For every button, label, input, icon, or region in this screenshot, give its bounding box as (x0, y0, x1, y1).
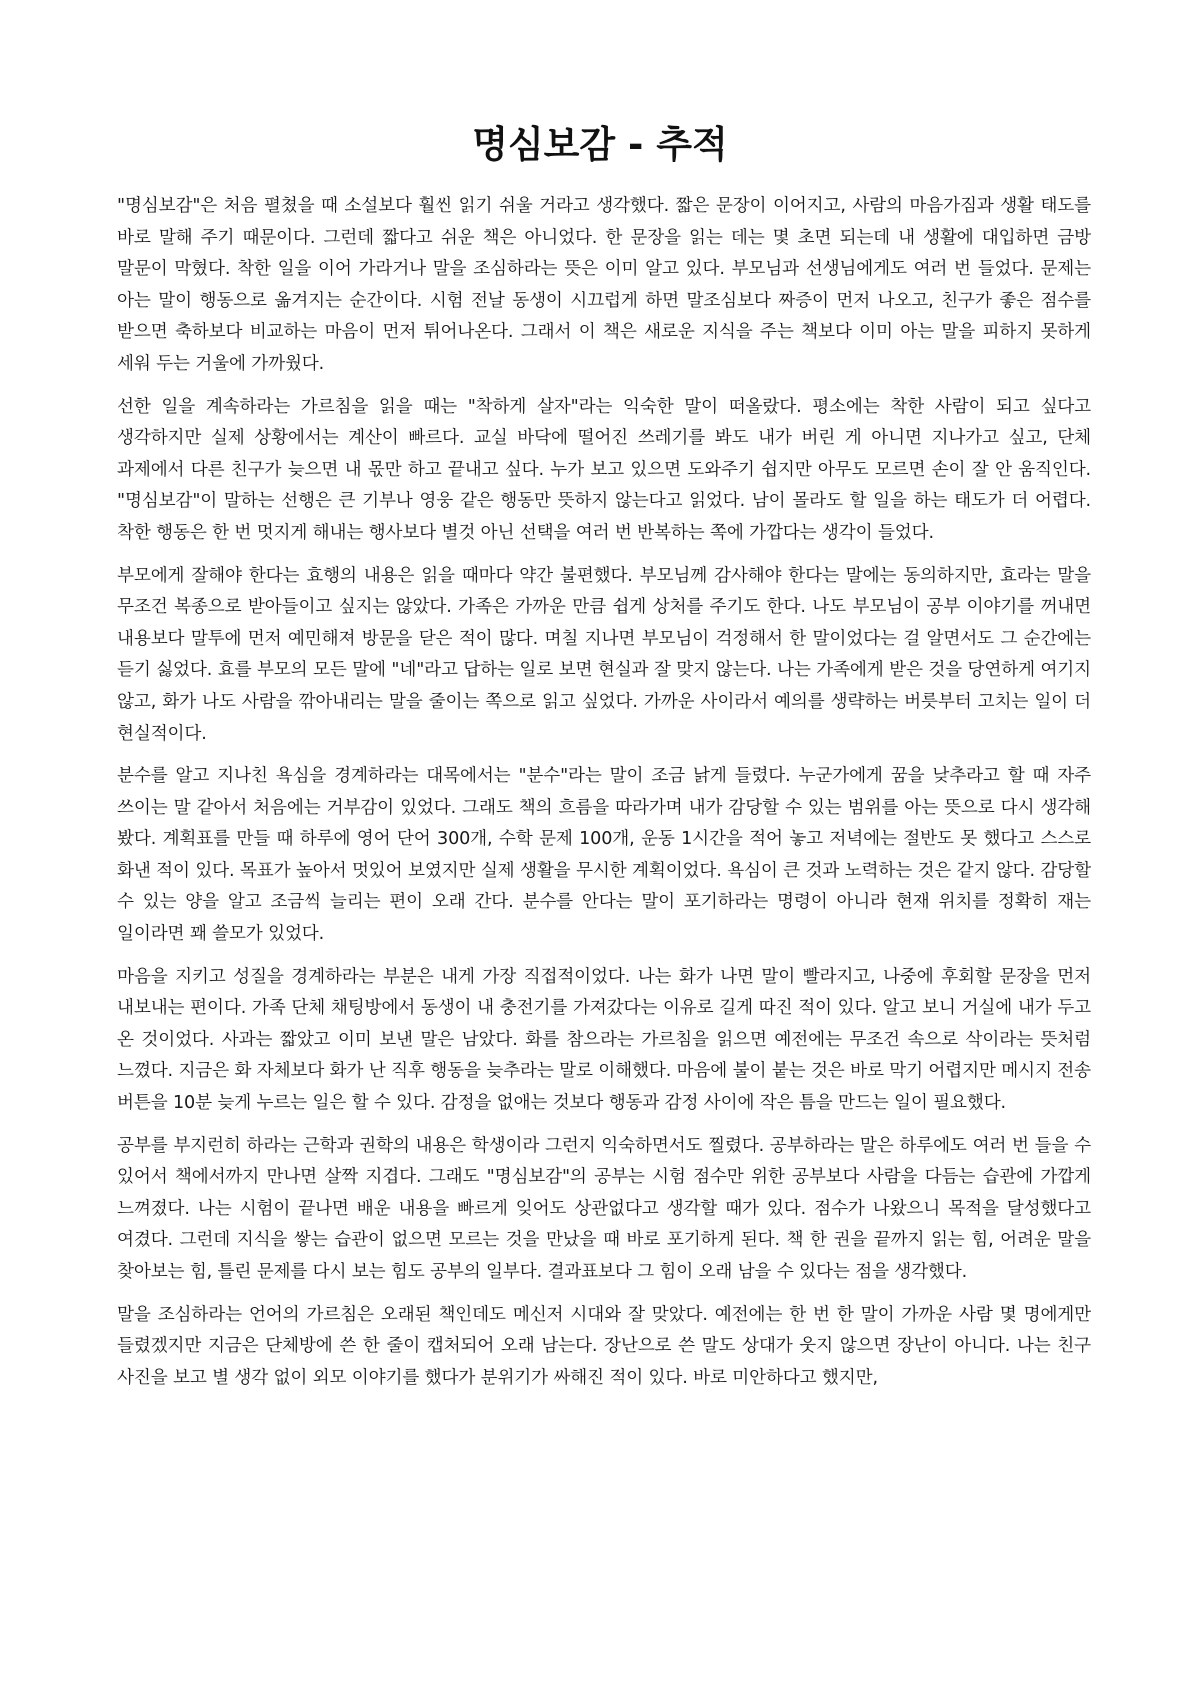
paragraph: 마음을 지키고 성질을 경계하라는 부분은 내게 가장 직접적이었다. 나는 화가 나면 말이 빨라지고, 나중에 후회할 문장을 먼저 내보내는 편이다. 가족 단체 채팅방에서 동생이 내 충전기를 가져갔다는 이유로 길게 따진 적이 있다. 알고 보니 거실에 내가 두고 온 것이었다. 사과는 짧았고 이미 보낸 말은 남았다. 화를 참으라는 가르침을 읽으면 예전에는 무조건 속으로 삭이라는 뜻처럼 느꼈다. 지금은 화 자체보다 화가 난 직후 행동을 늦추라는 말로 이해했다. 마음에 불이 붙는 것은 바로 막기 어렵지만 메시지 전송 버튼을 10분 늦게 누르는 일은 할 수 있다. 감정을 없애는 것보다 행동과 감정 사이에 작은 틈을 만드는 일이 필요했다. (117, 966, 1091, 1114)
document-body (117, 191, 1091, 1405)
paragraph: 공부를 부지런히 하라는 근학과 권학의 내용은 학생이라 그런지 익숙하면서도 찔렸다. 공부하라는 말은 하루에도 여러 번 들을 수 있어서 책에서까지 만나면 살짝 지겹다. 그래도 "명심보감"의 공부는 시험 점수만 위한 공부보다 사람을 다듬는 습관에 가깝게 느껴졌다. 나는 시험이 끝나면 배운 내용을 빠르게 잊어도 상관없다고 생각할 때가 있다. 점수가 나왔으니 목적을 달성했다고 여겼다. 그런데 지식을 쌓는 습관이 없으면 모르는 것을 만났을 때 바로 포기하게 된다. 책 한 권을 끝까지 읽는 힘, 어려운 말을 찾아보는 힘, 틀린 문제를 다시 보는 힘도 공부의 일부다. 결과표보다 그 힘이 오래 남을 수 있다는 점을 생각했다. (117, 1135, 1091, 1282)
document-title: 명심보감 - 추적 (472, 123, 728, 166)
paragraph: 선한 일을 계속하라는 가르침을 읽을 때는 "착하게 살자"라는 익숙한 말이 떠올랐다. 평소에는 착한 사람이 되고 싶다고 생각하지만 실제 상황에서는 계산이 빠르다. 교실 바닥에 떨어진 쓰레기를 봐도 내가 버린 게 아니면 지나가고 싶고, 단체 과제에서 다른 친구가 늦으면 내 몫만 하고 끝내고 싶다. 누가 보고 있으면 도와주기 쉽지만 아무도 모르면 손이 잘 안 움직인다. "명심보감"이 말하는 선행은 큰 기부나 영웅 같은 행동만 뜻하지 않는다고 읽었다. 남이 몰라도 할 일을 하는 태도가 더 어렵다. 착한 행동은 한 번 멋지게 해내는 행사보다 별것 아닌 선택을 여러 번 반복하는 쪽에 가깝다는 생각이 들었다. (117, 396, 1091, 543)
paragraph: 말을 조심하라는 언어의 가르침은 오래된 책인데도 메신저 시대와 잘 맞았다. 예전에는 한 번 한 말이 가까운 사람 몇 명에게만 들렸겠지만 지금은 단체방에 쓴 한 줄이 캡처되어 오래 남는다. 장난으로 쓴 말도 상대가 웃지 않으면 장난이 아니다. 나는 친구 사진을 보고 별 생각 없이 외모 이야기를 했다가 분위기가 싸해진 적이 있다. 바로 미안하다고 했지만, (117, 1304, 1091, 1388)
paragraph: "명심보감"은 처음 펼쳤을 때 소설보다 훨씬 읽기 쉬울 거라고 생각했다. 짧은 문장이 이어지고, 사람의 마음가짐과 생활 태도를 바로 말해 주기 때문이다. 그런데 짧다고 쉬운 책은 아니었다. 한 문장을 읽는 데는 몇 초면 되는데 내 생활에 대입하면 금방 말문이 막혔다. 착한 일을 이어 가라거나 말을 조심하라는 뜻은 이미 알고 있다. 부모님과 선생님에게도 여러 번 들었다. 문제는 아는 말이 행동으로 옮겨지는 순간이다. 시험 전날 동생이 시끄럽게 하면 말조심보다 짜증이 먼저 나오고, 친구가 좋은 점수를 받으면 축하보다 비교하는 마음이 먼저 튀어나온다. 그래서 이 책은 새로운 지식을 주는 책보다 이미 아는 말을 피하지 못하게 세워 두는 거울에 가까웠다. (117, 196, 1091, 374)
paragraph: 부모에게 잘해야 한다는 효행의 내용은 읽을 때마다 약간 불편했다. 부모님께 감사해야 한다는 말에는 동의하지만, 효라는 말을 무조건 복종으로 받아들이고 싶지는 않았다. 가족은 가까운 만큼 쉽게 상처를 주기도 한다. 나도 부모님이 공부 이야기를 꺼내면 내용보다 말투에 먼저 예민해져 방문을 닫은 적이 많다. 며칠 지나면 부모님이 걱정해서 한 말이었다는 걸 알면서도 그 순간에는 듣기 싫었다. 효를 부모의 모든 말에 "네"라고 답하는 일로 보면 현실과 잘 맞지 않는다. 나는 가족에게 받은 것을 당연하게 여기지 않고, 화가 나도 사람을 깎아내리는 말을 줄이는 쪽으로 읽고 싶었다. 가까운 사이라서 예의를 생략하는 버릇부터 고치는 일이 더 현실적이다. (117, 565, 1091, 744)
paragraph: 분수를 알고 지나친 욕심을 경계하라는 대목에서는 "분수"라는 말이 조금 낡게 들렸다. 누군가에게 꿈을 낮추라고 할 때 자주 쓰이는 말 같아서 처음에는 거부감이 있었다. 그래도 책의 흐름을 따라가며 내가 감당할 수 있는 범위를 아는 뜻으로 다시 생각해 봤다. 계획표를 만들 때 하루에 영어 단어 300개, 수학 문제 100개, 운동 1시간을 적어 놓고 저녁에는 절반도 못 했다고 스스로 화낸 적이 있다. 목표가 높아서 멋있어 보였지만 실제 생활을 무시한 계획이었다. 욕심이 큰 것과 노력하는 것은 같지 않다. 감당할 수 있는 양을 알고 조금씩 늘리는 편이 오래 간다. 분수를 안다는 말이 포기하라는 명령이 아니라 현재 위치를 정확히 재는 일이라면 꽤 쓸모가 있었다. (117, 766, 1091, 945)
